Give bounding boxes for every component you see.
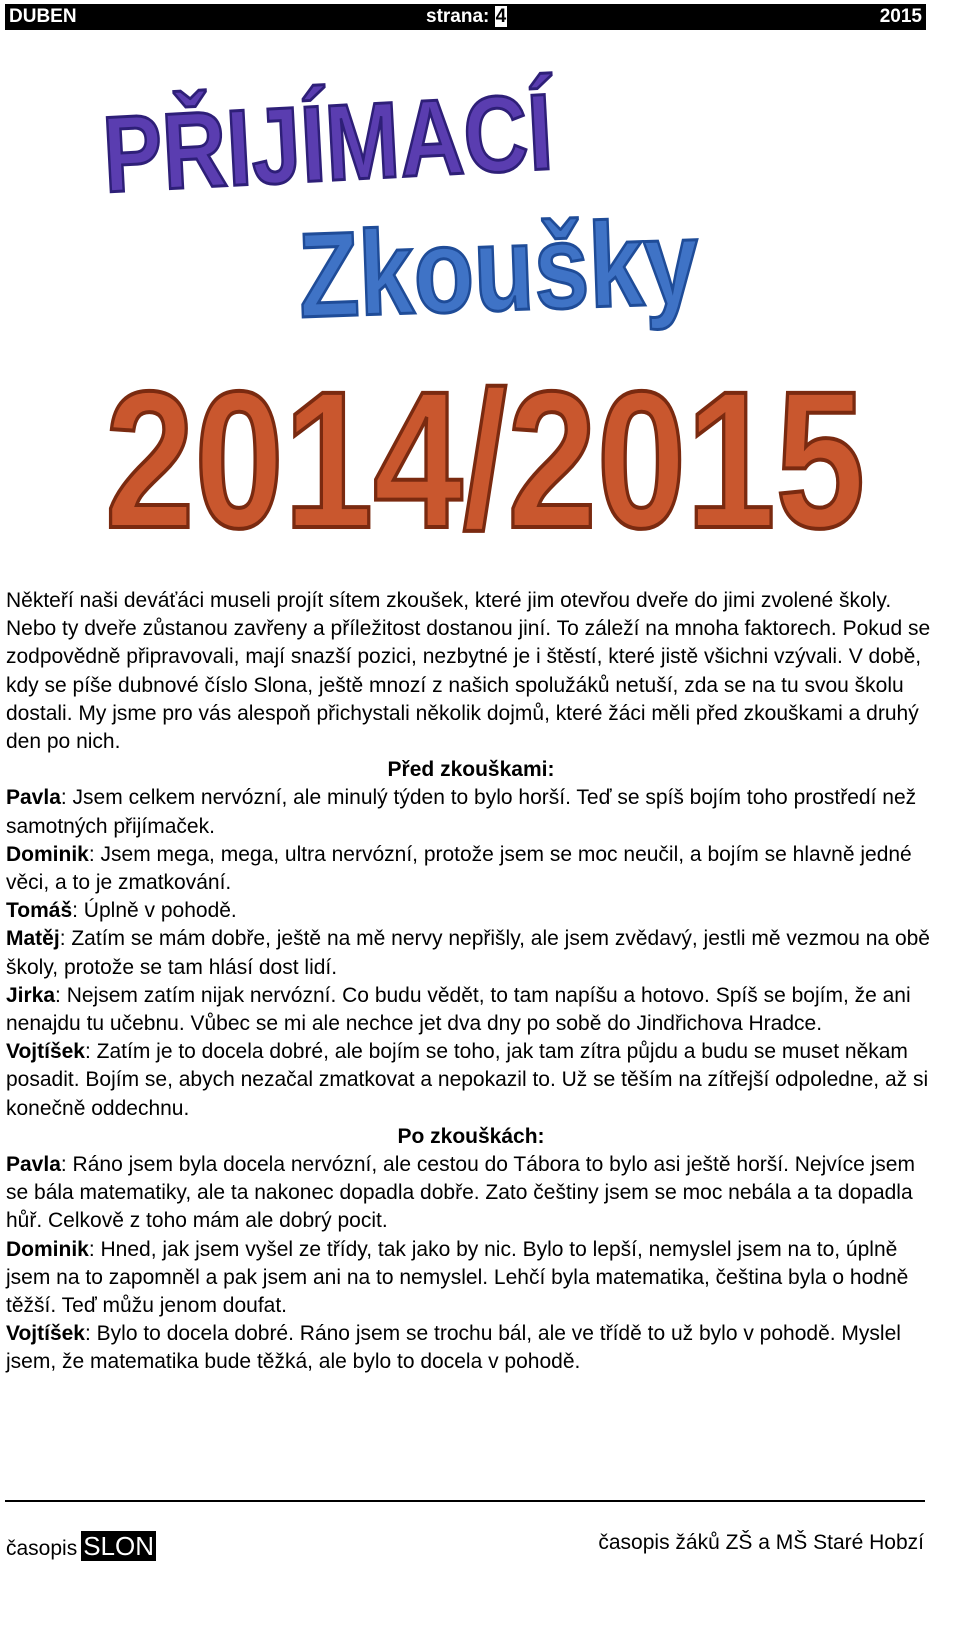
- after-entries: [6, 1151, 936, 1377]
- title-line-years: [105, 351, 865, 569]
- svg-text:2014/2015: 2014/2015: [105, 351, 865, 569]
- footer-divider: [5, 1500, 925, 1502]
- speaker-name: Vojtíšek: [6, 1040, 85, 1064]
- footer-left: [6, 1531, 156, 1562]
- interview-entry: [6, 1151, 936, 1236]
- section-heading-after: Po zkouškách:: [397, 1124, 545, 1148]
- speaker-name: Matěj: [6, 927, 60, 951]
- header-year: 2015: [879, 6, 922, 27]
- footer-right: časopis žáků ZŠ a MŠ Staré Hobzí: [598, 1531, 924, 1554]
- interview-entry: [6, 1236, 936, 1321]
- header-page-number: 4: [495, 6, 507, 27]
- interview-entry: [6, 841, 936, 897]
- interview-entry: [6, 784, 936, 840]
- section-heading-before: Před zkouškami:: [387, 758, 555, 782]
- speaker-quote: : Ráno jsem byla docela nervózní, ale cestou do Tábora to bylo asi ještě horší. Nejvíce jsem se bála matematiky, ale ta nakonec dopadla dobře. Zato češtiny jsem se moc nebála a ta dopadla hůř. Celkově z toho mám ale dobrý pocit.: [6, 1153, 915, 1233]
- before-entries: [6, 784, 936, 1122]
- page-header-bar: [5, 4, 926, 30]
- header-page: [426, 6, 507, 28]
- speaker-name: Vojtíšek: [6, 1322, 85, 1346]
- interview-entry: [6, 982, 936, 1038]
- title-line-prijimaci: [99, 65, 652, 215]
- article-body: [6, 587, 936, 1377]
- speaker-quote: : Bylo to docela dobré. Ráno jsem se trochu bál, ale ve třídě to už bylo v pohodě. Myslel jsem, že matematika bude těžká, ale bylo to docela v pohodě.: [6, 1322, 901, 1374]
- speaker-name: Dominik: [6, 1237, 89, 1261]
- footer-prefix: časopis: [6, 1537, 78, 1560]
- svg-text:Zkoušky: Zkoušky: [296, 192, 788, 343]
- svg-text:PŘIJÍMACÍ: PŘIJÍMACÍ: [99, 65, 652, 215]
- speaker-name: Dominik: [6, 842, 89, 866]
- interview-entry: [6, 925, 936, 981]
- header-month: DUBEN: [9, 6, 77, 27]
- speaker-quote: : Jsem mega, mega, ultra nervózní, protože jsem se moc neučil, a bojím se hlavně jedné věci, a to je zmatkování.: [6, 842, 912, 895]
- interview-entry: [6, 897, 936, 925]
- speaker-name: Tomáš: [6, 899, 73, 923]
- speaker-name: Pavla: [6, 1153, 61, 1177]
- speaker-quote: : Jsem celkem nervózní, ale minulý týden to bylo horší. Teď se spíš bojím toho prostředí než samotných přijímaček.: [6, 786, 917, 838]
- speaker-quote: : Úplně v pohodě.: [72, 899, 237, 923]
- speaker-quote: : Hned, jak jsem vyšel ze třídy, tak jako by nic. Bylo to lepší, nemyslel jsem na to, úplně jsem na to zapomněl a pak jsem ani na to nemyslel. Lehčí byla matematika, čeština byla o hodně těžší. Teď můžu jenom doufat.: [6, 1237, 909, 1318]
- interview-entry: [6, 1038, 936, 1123]
- header-page-label: strana:: [426, 6, 495, 27]
- speaker-quote: : Zatím se mám dobře, ještě na mě nervy nepřišly, ale jsem zvědavý, jestli mě vezmou na obě školy, protože se tam hlásí dost lidí.: [6, 927, 930, 979]
- interview-entry: [6, 1320, 936, 1376]
- title-line-zkousky: [296, 192, 788, 343]
- title-illustration: [95, 65, 875, 572]
- speaker-name: Pavla: [6, 786, 61, 810]
- footer-slon-badge: SLON: [83, 1531, 155, 1561]
- speaker-quote: : Nejsem zatím nijak nervózní. Co budu vědět, to tam napíšu a hotovo. Spíš se bojím, že ani nenajdu tu učebnu. Vůbec se mi ale nechce jet dva dny po sobě do Jindřichova Hradce.: [6, 983, 911, 1036]
- speaker-name: Jirka: [6, 983, 56, 1007]
- intro-paragraph: Někteří naši deváťáci museli projít sítem zkoušek, které jim otevřou dveře do jimi zvolené školy. Nebo ty dveře zůstanou zavřeny a příležitost dostanou jiní. To záleží na mnoha faktorech. Pokud se zodpovědně připravovali, mají snazší pozici, nezbytné je i štěstí, které jistě všichni vzývali. V době, kdy se píše dubnové číslo Slona, ještě mnozí z našich spolužáků netuší, zda se na tu svou školu dostali. My jsme pro vás alespoň přichystali několik dojmů, které žáci měli před zkouškami a druhý den po nich.: [6, 589, 931, 754]
- speaker-quote: : Zatím je to docela dobré, ale bojím se toho, jak tam zítra půjdu a budu se muset někam posadit. Bojím se, abych nezačal zmatkovat a nepokazil to. Už se těším na zítřejší odpoledne, až si konečně oddechnu.: [6, 1040, 929, 1120]
